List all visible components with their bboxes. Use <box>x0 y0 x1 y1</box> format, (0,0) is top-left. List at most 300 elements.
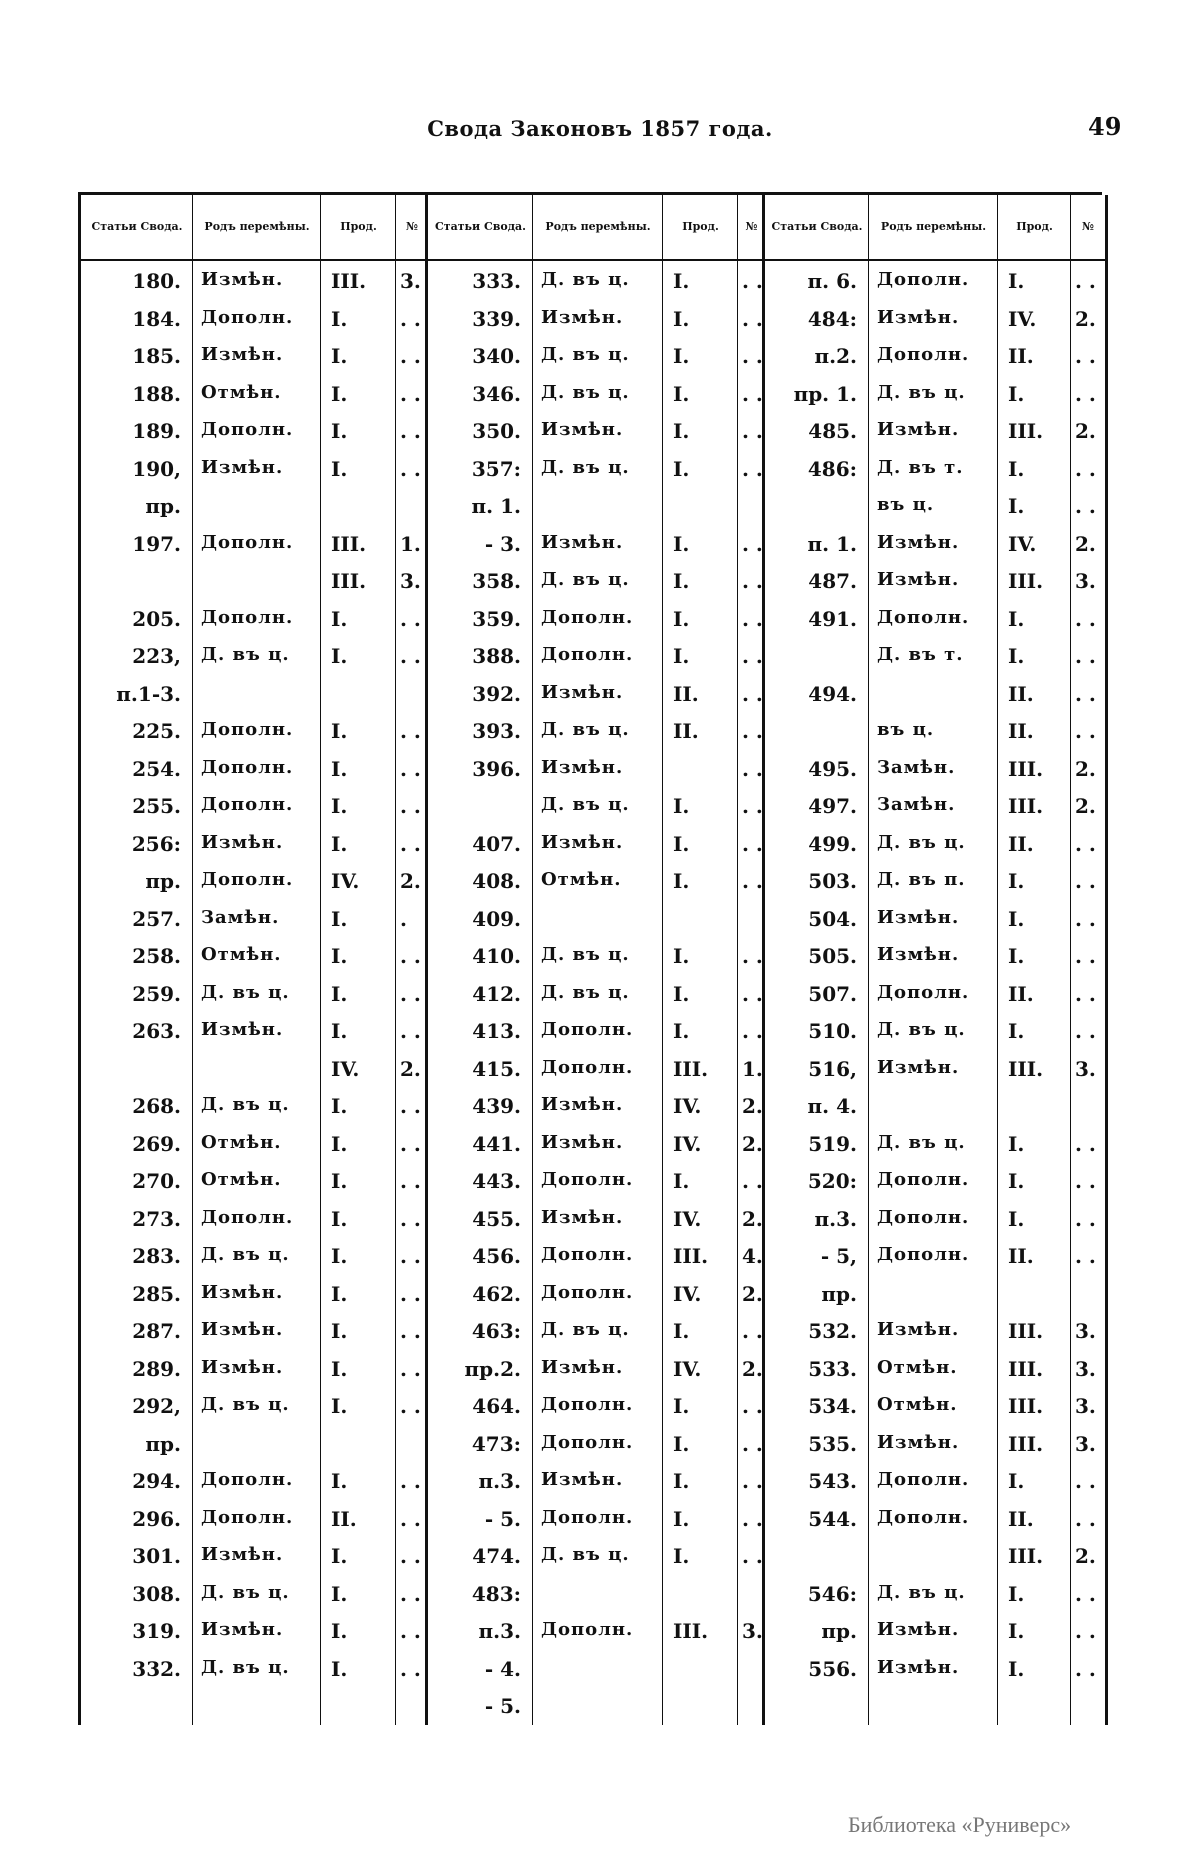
table-row <box>81 1388 428 1426</box>
change-type-cell: Отмѣн. <box>201 944 282 965</box>
table-row <box>81 1351 428 1389</box>
table-row <box>428 263 765 301</box>
continuation-cell: I. <box>673 869 690 893</box>
change-type-cell: Дополн. <box>201 719 294 740</box>
table-row <box>81 601 428 639</box>
article-cell: - 5. <box>484 1506 521 1531</box>
continuation-cell: II. <box>1008 344 1034 368</box>
continuation-cell: III. <box>1008 756 1044 781</box>
article-cell: 556. <box>808 1656 857 1681</box>
number-cell: . . <box>742 344 763 368</box>
number-cell: . . <box>400 1169 421 1193</box>
article-cell: пр. <box>145 494 181 518</box>
continuation-cell: III. <box>673 1619 709 1643</box>
table-row <box>428 488 765 526</box>
table-row <box>428 1313 765 1351</box>
change-type-cell: Д. въ ц. <box>541 381 630 403</box>
article-cell: пр. <box>821 1281 857 1306</box>
column-group-3 <box>762 195 1108 1725</box>
table-row <box>428 413 765 451</box>
article-cell: 189. <box>132 419 181 443</box>
continuation-cell: I. <box>331 1394 348 1418</box>
continuation-cell: I. <box>331 1019 348 1043</box>
article-cell: 533. <box>808 1356 857 1381</box>
table-row <box>81 376 428 414</box>
number-cell: . . <box>1075 606 1096 631</box>
article-cell: 184. <box>132 306 181 331</box>
number-cell: . . <box>742 1469 763 1493</box>
article-cell: 319. <box>132 1619 181 1643</box>
article-cell: 273. <box>132 1206 181 1231</box>
table-row <box>765 1201 1105 1239</box>
change-type-cell: Дополн. <box>541 1619 634 1640</box>
number-cell: . . <box>742 306 763 331</box>
table-row <box>428 751 765 789</box>
table-row <box>81 1313 428 1351</box>
table-row <box>81 676 428 714</box>
number-cell: 3. <box>1075 1394 1096 1418</box>
continuation-cell: III. <box>1008 569 1044 593</box>
change-type-cell: Измѣн. <box>201 1019 284 1040</box>
table-row <box>765 638 1105 676</box>
article-cell: п.1-3. <box>116 681 181 706</box>
change-type-cell: Измѣн. <box>201 1544 284 1565</box>
continuation-cell: I. <box>1008 1019 1025 1043</box>
number-cell: . . <box>1075 831 1096 856</box>
number-cell: . . <box>742 756 763 781</box>
number-cell: 1. <box>742 1056 763 1081</box>
number-cell: . . <box>400 1506 421 1531</box>
article-cell: 464. <box>472 1394 521 1418</box>
table-row <box>428 1613 765 1651</box>
table-row <box>81 713 428 751</box>
number-cell: . . <box>742 1169 763 1193</box>
continuation-cell: IV. <box>331 1056 360 1081</box>
continuation-cell: I. <box>673 794 690 818</box>
number-cell: . . <box>400 1244 421 1268</box>
number-cell: 2. <box>742 1281 763 1306</box>
article-cell: 505. <box>808 944 857 968</box>
page-title: Свода Законовъ 1857 года. <box>427 116 773 141</box>
number-cell: 2. <box>1075 794 1096 818</box>
change-type-cell: Отмѣн. <box>877 1394 958 1415</box>
continuation-cell: I. <box>331 606 348 631</box>
table-row <box>428 713 765 751</box>
article-cell: 287. <box>132 1319 181 1343</box>
table-row <box>81 826 428 864</box>
change-type-cell: Дополн. <box>877 1506 970 1528</box>
article-cell: - 5. <box>484 1694 521 1718</box>
change-type-cell: Измѣн. <box>201 344 284 365</box>
number-cell: . . <box>400 981 421 1006</box>
continuation-cell: I. <box>673 644 690 668</box>
change-type-cell: Измѣн. <box>201 269 284 290</box>
change-type-cell: Измѣн. <box>541 419 624 440</box>
change-type-cell: Д. въ ц. <box>541 1319 630 1340</box>
article-cell: 269. <box>132 1131 181 1156</box>
number-cell: . . <box>742 1431 763 1456</box>
continuation-cell: I. <box>331 756 348 781</box>
article-cell: 333. <box>472 269 521 293</box>
article-cell: 257. <box>132 906 181 931</box>
number-cell: . . <box>1075 1244 1096 1268</box>
column-group-2 <box>425 195 765 1725</box>
change-type-cell: Д. въ ц. <box>541 569 630 590</box>
table-row <box>765 1388 1105 1426</box>
change-type-cell: Дополн. <box>541 1169 634 1190</box>
table-row <box>428 376 765 414</box>
table-row <box>81 1651 428 1689</box>
change-type-cell: Дополн. <box>201 869 294 890</box>
continuation-cell: I. <box>331 456 348 481</box>
table-row <box>428 451 765 489</box>
header-row <box>765 195 1105 261</box>
article-cell: 407. <box>472 831 521 856</box>
change-type-cell: Измѣн. <box>541 1206 624 1228</box>
article-cell: 393. <box>472 719 521 743</box>
article-cell: 409. <box>472 906 521 931</box>
article-cell: 188. <box>132 381 181 406</box>
change-type-cell: Дополн. <box>877 269 970 290</box>
continuation-cell: III. <box>673 1056 709 1081</box>
change-type-cell: Измѣн. <box>877 531 960 553</box>
change-type-cell: Д. въ ц. <box>201 644 290 665</box>
change-type-cell: Дополн. <box>541 606 634 628</box>
header-num: № <box>1082 219 1094 233</box>
library-watermark: Библиотека «Руниверс» <box>848 1812 1072 1837</box>
continuation-cell: I. <box>331 1469 348 1493</box>
article-cell: 499. <box>808 831 857 856</box>
continuation-cell: I. <box>331 981 348 1006</box>
continuation-cell: III. <box>673 1244 709 1268</box>
continuation-cell: II. <box>1008 981 1034 1006</box>
continuation-cell: I. <box>1008 944 1025 968</box>
article-cell: 516, <box>808 1056 857 1081</box>
number-cell: . . <box>1075 456 1096 481</box>
table-row <box>81 788 428 826</box>
table-row <box>81 938 428 976</box>
change-type-cell: Измѣн. <box>877 1431 960 1453</box>
continuation-cell: I. <box>1008 1169 1025 1193</box>
change-type-cell: Дополн. <box>201 531 294 553</box>
article-cell: 410. <box>472 944 521 968</box>
continuation-cell: III. <box>1008 419 1044 443</box>
table-row <box>428 638 765 676</box>
number-cell: . . <box>742 456 763 481</box>
table-row <box>81 1013 428 1051</box>
table-row <box>765 1088 1105 1126</box>
change-type-cell: Дополн. <box>877 1169 970 1190</box>
header-row <box>428 195 765 261</box>
table-row <box>765 413 1105 451</box>
continuation-cell: I. <box>673 1506 690 1531</box>
article-cell: пр. <box>145 1431 181 1456</box>
continuation-cell: I. <box>1008 606 1025 631</box>
change-type-cell: Дополн. <box>201 606 294 628</box>
continuation-cell: I. <box>1008 456 1025 481</box>
continuation-cell: IV. <box>673 1094 702 1118</box>
continuation-cell: I. <box>673 606 690 631</box>
continuation-cell: I. <box>673 1394 690 1418</box>
change-type-cell: Д. въ ц. <box>201 1581 290 1603</box>
table-row <box>81 638 428 676</box>
change-type-cell: Дополн. <box>541 1394 634 1415</box>
table-row <box>81 1126 428 1164</box>
continuation-cell: II. <box>1008 1506 1034 1531</box>
number-cell: 2. <box>400 1056 421 1081</box>
continuation-cell: I. <box>673 569 690 593</box>
table-row <box>81 488 428 526</box>
change-type-cell: Д. въ ц. <box>201 1394 290 1415</box>
table-row <box>765 938 1105 976</box>
number-cell: . . <box>742 1319 763 1343</box>
article-cell: 254. <box>132 756 181 781</box>
change-type-cell: Д. въ ц. <box>541 344 630 365</box>
number-cell: . . <box>400 419 421 443</box>
number-cell: . . <box>1075 681 1096 706</box>
number-cell: 2. <box>742 1131 763 1156</box>
change-type-cell: Дополн. <box>201 1469 294 1490</box>
change-type-cell: Д. въ ц. <box>877 1019 966 1040</box>
table-row <box>81 863 428 901</box>
table-row <box>765 676 1105 714</box>
table-row <box>81 338 428 376</box>
number-cell: . . <box>400 831 421 856</box>
continuation-cell: I. <box>331 1206 348 1231</box>
change-type-cell: Замѣн. <box>201 906 280 928</box>
table-row <box>765 826 1105 864</box>
article-cell: 340. <box>472 344 521 368</box>
change-type-cell: Дополн. <box>201 419 294 440</box>
number-cell: . . <box>400 1281 421 1306</box>
change-type-cell: Измѣн. <box>877 1319 960 1340</box>
change-type-cell: Дополн. <box>541 644 634 665</box>
table-row <box>765 563 1105 601</box>
change-type-cell: Замѣн. <box>877 756 956 778</box>
number-cell: . . <box>400 1094 421 1118</box>
article-cell: 396. <box>472 756 521 781</box>
number-cell: . . <box>400 606 421 631</box>
continuation-cell: I. <box>673 419 690 443</box>
table-row <box>765 1501 1105 1539</box>
table-row <box>428 1088 765 1126</box>
article-cell: 413. <box>472 1019 521 1043</box>
table-row <box>765 976 1105 1014</box>
article-cell: 443. <box>472 1169 521 1193</box>
article-cell: 485. <box>808 419 857 443</box>
number-cell: 2. <box>1075 419 1096 443</box>
change-type-cell: Дополн. <box>541 1019 634 1040</box>
change-type-cell: Дополн. <box>877 606 970 628</box>
continuation-cell: II. <box>673 719 699 743</box>
change-type-cell: Дополн. <box>201 1506 294 1528</box>
continuation-cell: I. <box>331 419 348 443</box>
number-cell: . . <box>400 1206 421 1231</box>
table-row <box>428 788 765 826</box>
change-type-cell: Измѣн. <box>877 944 960 965</box>
article-cell: 256: <box>131 831 181 856</box>
article-cell: п.2. <box>814 344 857 368</box>
article-cell: 486: <box>807 456 857 481</box>
continuation-cell: I. <box>331 1619 348 1643</box>
article-cell: 268. <box>132 1094 181 1118</box>
number-cell: 2. <box>1075 1544 1096 1568</box>
number-cell: 3. <box>742 1619 763 1643</box>
change-type-cell: Измѣн. <box>541 681 624 703</box>
article-cell: 412. <box>472 981 521 1006</box>
table-row <box>81 751 428 789</box>
continuation-cell: II. <box>1008 719 1034 743</box>
table-row <box>765 901 1105 939</box>
continuation-cell: I. <box>331 1581 348 1606</box>
number-cell: . . <box>400 1581 421 1606</box>
table-row <box>428 1501 765 1539</box>
table-row <box>765 713 1105 751</box>
article-cell: п.3. <box>478 1469 521 1493</box>
continuation-cell: III. <box>331 569 367 593</box>
continuation-cell: I. <box>673 1431 690 1456</box>
article-cell: 197. <box>132 531 181 556</box>
change-type-cell: Измѣн. <box>541 831 624 853</box>
continuation-cell: I. <box>331 1131 348 1156</box>
number-cell: 4. <box>742 1244 763 1268</box>
number-cell: . . <box>742 719 763 743</box>
continuation-cell: I. <box>331 1319 348 1343</box>
table-row <box>81 976 428 1014</box>
article-cell: 190, <box>132 456 181 481</box>
article-cell: 223, <box>132 644 181 668</box>
table-row <box>81 1088 428 1126</box>
change-type-cell: Дополн. <box>541 1506 634 1528</box>
table-row <box>428 1201 765 1239</box>
article-cell: 263. <box>132 1019 181 1043</box>
article-cell: 225. <box>132 719 181 743</box>
number-cell: . . <box>742 269 763 293</box>
number-cell: . . <box>400 1356 421 1381</box>
change-type-cell: Д. въ ц. <box>541 269 630 290</box>
article-cell: 484: <box>807 306 857 331</box>
continuation-cell: I. <box>1008 494 1025 518</box>
header-art: Статьи Свода. <box>435 219 526 233</box>
header-prod: Прод. <box>340 219 377 233</box>
change-type-cell: Дополн. <box>877 344 970 365</box>
continuation-cell: I. <box>673 344 690 368</box>
table-row <box>428 1276 765 1314</box>
number-cell: 2. <box>400 869 421 893</box>
change-type-cell: Измѣн. <box>541 306 624 328</box>
continuation-cell: I. <box>673 1019 690 1043</box>
change-type-cell: Д. въ ц. <box>877 1131 966 1153</box>
number-cell: . . <box>742 869 763 893</box>
continuation-cell: IV. <box>1008 531 1037 556</box>
table-row <box>765 1013 1105 1051</box>
table-row <box>428 676 765 714</box>
article-cell: 439. <box>472 1094 521 1118</box>
article-cell: 357: <box>471 456 521 481</box>
number-cell: 2. <box>742 1206 763 1231</box>
continuation-cell: I. <box>673 531 690 556</box>
article-cell: пр. <box>821 1619 857 1643</box>
number-cell: . . <box>400 944 421 968</box>
number-cell: . . <box>1075 644 1096 668</box>
change-type-cell: Д. въ ц. <box>201 981 290 1003</box>
number-cell: 3. <box>400 269 421 293</box>
article-cell: 301. <box>132 1544 181 1568</box>
article-cell: п. 6. <box>807 269 857 293</box>
continuation-cell: I. <box>331 1356 348 1381</box>
continuation-cell: I. <box>331 1281 348 1306</box>
article-cell: 534. <box>808 1394 857 1418</box>
number-cell: . . <box>742 794 763 818</box>
change-type-cell: Дополн. <box>877 981 970 1003</box>
table-row <box>81 263 428 301</box>
table-row <box>428 338 765 376</box>
change-type-cell: Д. въ п. <box>877 869 966 890</box>
number-cell: . . <box>1075 1206 1096 1231</box>
change-type-cell: Д. въ ц. <box>541 719 630 740</box>
number-cell: . . <box>400 344 421 368</box>
article-cell: 535. <box>808 1431 857 1456</box>
table-row <box>81 1426 428 1464</box>
table-row <box>81 1163 428 1201</box>
number-cell: . . <box>1075 1469 1096 1493</box>
continuation-cell: III. <box>1008 1356 1044 1381</box>
change-type-cell: Измѣн. <box>877 419 960 440</box>
change-type-cell: Д. въ ц. <box>541 944 630 965</box>
table-row <box>765 1313 1105 1351</box>
article-cell: пр. <box>145 869 181 893</box>
number-cell: . . <box>1075 269 1096 293</box>
change-type-cell: Измѣн. <box>877 306 960 328</box>
article-cell: п. 4. <box>807 1094 857 1118</box>
number-cell: . . <box>400 1544 421 1568</box>
change-type-cell: Дополн. <box>541 1281 634 1303</box>
number-cell: 3. <box>1075 1356 1096 1381</box>
article-cell: - 4. <box>484 1656 521 1681</box>
article-cell: 292, <box>132 1394 181 1418</box>
change-type-cell: Дополн. <box>541 1431 634 1453</box>
article-cell: п.3. <box>478 1619 521 1643</box>
continuation-cell: I. <box>1008 869 1025 893</box>
number-cell: . . <box>742 531 763 556</box>
article-cell: 296. <box>132 1506 181 1531</box>
table-row <box>428 938 765 976</box>
header-prod: Прод. <box>1016 219 1053 233</box>
continuation-cell: I. <box>673 306 690 331</box>
article-cell: 350. <box>472 419 521 443</box>
number-cell: . . <box>400 306 421 331</box>
table-row <box>765 1576 1105 1614</box>
continuation-cell: I. <box>1008 269 1025 293</box>
number-cell: . . <box>742 981 763 1006</box>
table-row <box>81 1201 428 1239</box>
number-cell: 1. <box>400 531 421 556</box>
table-row <box>81 1613 428 1651</box>
change-type-cell: Отмѣн. <box>201 1169 282 1190</box>
continuation-cell: I. <box>1008 1619 1025 1643</box>
table-row <box>765 376 1105 414</box>
change-type-cell: Измѣн. <box>201 1619 284 1640</box>
number-cell: . . <box>1075 381 1096 406</box>
change-type-cell: Дополн. <box>201 756 294 778</box>
continuation-cell: II. <box>1008 831 1034 856</box>
change-type-cell: Измѣн. <box>877 1656 960 1678</box>
number-cell: . . <box>1075 494 1096 518</box>
article-cell: п.3. <box>814 1206 857 1231</box>
table-row <box>81 1538 428 1576</box>
table-row <box>81 1576 428 1614</box>
change-type-cell: Измѣн. <box>541 1469 624 1490</box>
